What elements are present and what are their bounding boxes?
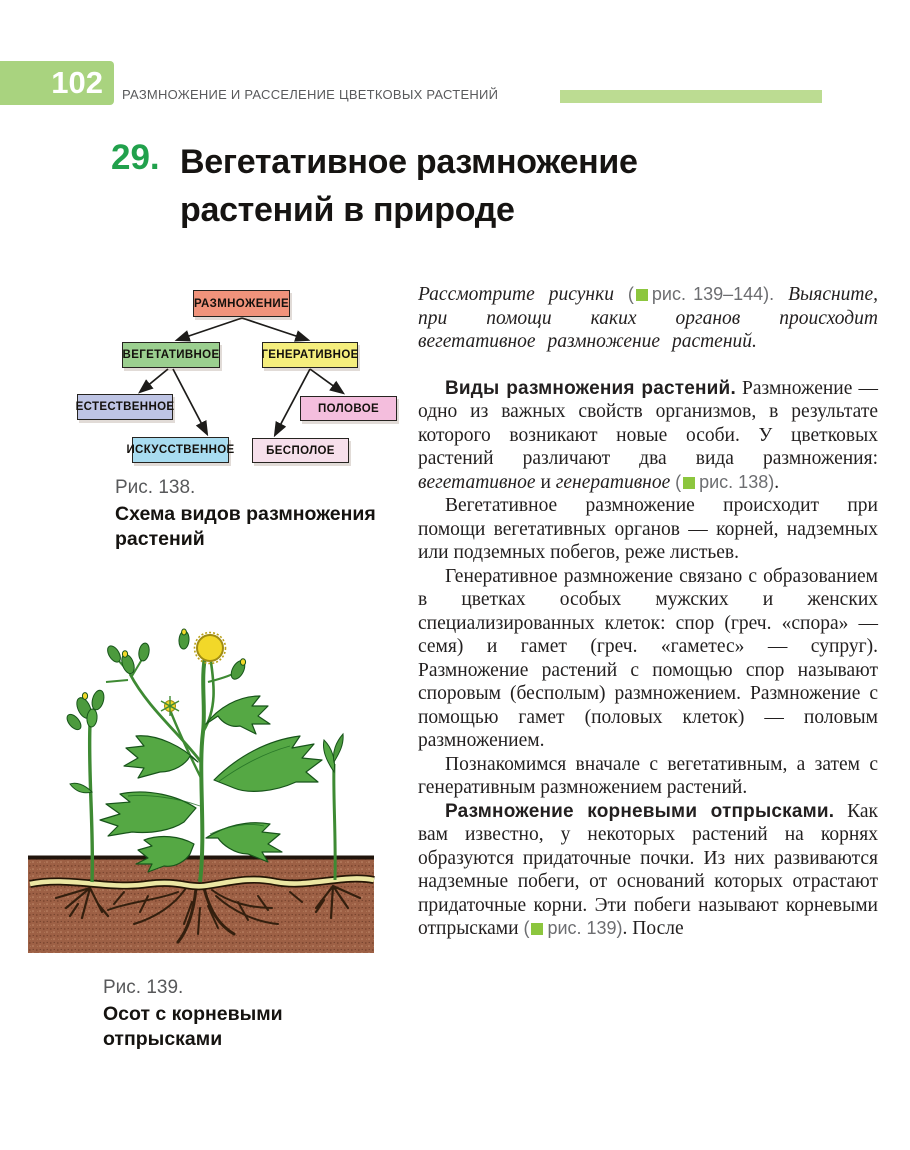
diagram-node-reproduction: РАЗМНОЖЕНИЕ — [193, 290, 290, 317]
p2-term-vegetative: вегетативное — [418, 471, 536, 493]
diagram-node-vegetative: ВЕГЕТАТИВНОЕ — [122, 342, 220, 368]
fig138-diagram — [60, 283, 410, 475]
paragraph-plan: Познакомимся вначале с вегетативным, а затем с генеративным размножением растений. — [418, 753, 878, 798]
fig-ref-paren: ( — [675, 471, 682, 492]
fig139-caption-text: Осот с корневыми отпрысками — [103, 1003, 283, 1050]
running-head: РАЗМНОЖЕНИЕ И РАССЕЛЕНИЕ ЦВЕТКОВЫХ РАСТЕНИЙ — [122, 87, 499, 102]
diagram-node-asexual: БЕСПОЛОЕ — [252, 438, 349, 463]
fig138-caption — [115, 477, 400, 552]
fig139-caption — [103, 977, 403, 1052]
main-plant — [100, 629, 322, 882]
fig138-caption-text: Схема видов размножения растений — [115, 503, 376, 550]
intro-text-2: Выясните, при помощи каких органов происходит вегетативное размножение растений. — [418, 284, 879, 352]
lead-vidy: Виды размножения растений. — [445, 377, 736, 399]
fig-ref-138: рис. 138) — [699, 471, 775, 492]
diagram-node-generative: ГЕНЕРАТИВНОЕ — [262, 342, 358, 368]
figure-ref-square-icon — [531, 923, 543, 935]
p2-text-4: . — [774, 471, 780, 493]
p6-text-2: . После — [622, 918, 684, 939]
fig139-ref: Рис. 139. — [103, 977, 184, 998]
figure-ref-square-icon — [683, 477, 695, 489]
intro-paragraph — [418, 283, 878, 354]
section-title-line1: Вегетативное размножение — [180, 143, 638, 181]
paragraph-root-suckers — [418, 800, 878, 941]
body-text-column — [418, 283, 878, 941]
fig-ref-paren: ( — [627, 284, 634, 304]
fig-ref-139-144: рис. 139–144). — [651, 284, 775, 304]
diagram-node-natural: ЕСТЕСТВЕННОЕ — [77, 394, 173, 420]
paragraph-types-of-reproduction — [418, 377, 878, 495]
paragraph-vegetative: Вегетативное размножение происходит при помощи вегетативных органов — корней, надземных или подземных побегов, реже листьев. — [418, 495, 878, 563]
section-title-line2: растений в природе — [180, 191, 515, 229]
p2-text-2: и — [535, 471, 556, 493]
flowers — [105, 629, 248, 716]
intro-text-1: Рассмотрите рисунки — [418, 284, 628, 305]
figure-ref-square-icon — [636, 289, 648, 301]
p2-term-generative: генеративное — [555, 471, 671, 493]
fig138-ref: Рис. 138. — [115, 477, 196, 498]
lead-root-suckers: Размножение корневыми отпрысками. — [445, 800, 835, 822]
p6-text-1: Как вам известно, у некоторых растений на корнях образуются придаточные почки. Из них развиваются надземные побеги, от оснований которых отрастают придаточные корни. Эти побеги называют корневыми отпрысками — [418, 800, 878, 939]
paragraph-generative: Генеративное размножение связано с образованием в цветках особых мужских и женских специализированных клеток: спор (греч. «спора» — семя) и гамет (греч. «гаметес» — супруг). Размножение растений с помощью спор называют споровым (бесполым) размножением. Размножение с помощью гамет (половых клеток) — половым размножением. — [418, 565, 878, 751]
fig-ref-paren: ( — [523, 918, 530, 938]
diagram-node-artificial: ИСКУССТВЕННОЕ — [132, 437, 229, 463]
fig-ref-139: рис. 139) — [547, 918, 623, 938]
p2-text-1: Размножение — одно из важных свойств организмов, в результате которого возникают новые особи. У цветковых растений различают два вида размножения: — [418, 377, 878, 469]
section-number: 29. — [111, 138, 160, 177]
page-number-badge: 102 — [0, 61, 114, 105]
header-green-bar — [560, 90, 822, 103]
fig139-illustration-sowthistle — [28, 612, 376, 957]
diagram-node-sexual: ПОЛОВОЕ — [300, 396, 397, 421]
section-title — [180, 138, 638, 234]
left-shoot — [64, 689, 106, 882]
